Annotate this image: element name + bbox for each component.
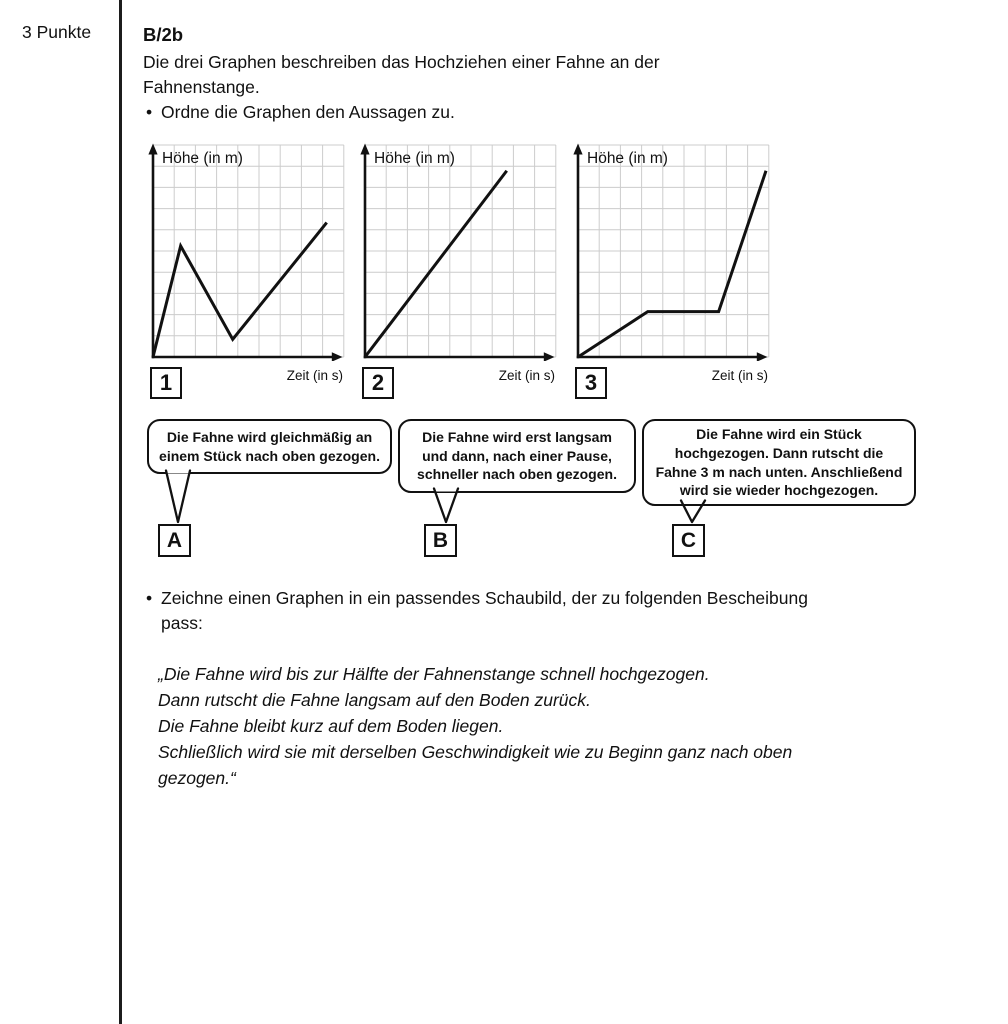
graph-block-2 [357,143,562,411]
graph-3-y-axis-label: Höhe (in m) [587,150,668,167]
statement-c-line-3: Fahne 3 m nach unten. Anschließend [655,463,903,480]
task2-bullet-line-2: pass: [161,613,203,633]
statement-c-line-2: hochgezogen. Dann rutscht die [674,444,884,461]
graph-3-x-axis-label: Zeit (in s) [711,368,768,383]
quote-line-5: gezogen.“ [158,768,236,788]
intro-line-1: Die drei Graphen beschreiben das Hochziehen einer Fahne an der [143,52,660,72]
statement-b-line-3: schneller nach oben gezogen. [417,466,617,483]
graph-1-y-axis-label: Höhe (in m) [162,150,243,167]
margin-separator-line [119,0,122,1024]
graph-2-x-axis-label: Zeit (in s) [498,368,555,383]
statement-c-line-4: wird sie wieder hochgezogen. [679,482,879,499]
graph-1-number-box: 1 [150,367,182,399]
statement-c-line-1: Die Fahne wird ein Stück [696,425,862,442]
task2-description-quote [158,661,792,791]
quote-line-2: Dann rutscht die Fahne langsam auf den Boden zurück. [158,690,591,710]
task2-bullet [145,586,808,636]
statement-a-line-1: Die Fahne wird gleichmäßig an [166,428,373,445]
graph-3-plot [570,143,775,361]
statement-a-line-2: einem Stück nach oben gezogen. [159,447,380,464]
task2-bullet-line-1: • Zeichne einen Graphen in ein passendes Schaubild, der zu folgenden Bescheibung [161,588,808,608]
graph-3-number-box: 3 [575,367,607,399]
intro-text [143,50,660,100]
graph-2-plot [357,143,562,361]
bubble-b-tail [430,487,464,527]
statement-bubble-c [642,419,916,506]
graph-block-3 [570,143,775,411]
task1-bullet [145,100,455,125]
graph-2-y-axis-label: Höhe (in m) [374,150,455,167]
bubble-a-tail [160,469,196,525]
statement-b-line-2: und dann, nach einer Pause, [422,447,612,464]
quote-line-1: „Die Fahne wird bis zur Hälfte der Fahnenstange schnell hochgezogen. [158,664,710,684]
answer-box-a: A [158,524,191,557]
graph-1-plot [145,143,350,361]
points-label: 3 Punkte [22,22,92,42]
task1-bullet-text: Ordne die Graphen den Aussagen zu. [161,102,455,122]
statement-bubble-b [398,419,636,493]
graph-block-1 [145,143,350,411]
graph-2-number-box: 2 [362,367,394,399]
section-title: B/2b [143,24,184,45]
statement-b-line-1: Die Fahne wird erst langsam [422,428,612,445]
intro-line-2: Fahnenstange. [143,77,260,97]
graph-1-x-axis-label: Zeit (in s) [286,368,343,383]
bubble-c-tail [676,499,710,527]
answer-box-b: B [424,524,457,557]
statement-bubble-a [147,419,392,474]
answer-box-c: C [672,524,705,557]
quote-line-4: Schließlich wird sie mit derselben Geschwindigkeit wie zu Beginn ganz nach oben [158,742,793,762]
quote-line-3: Die Fahne bleibt kurz auf dem Boden liegen. [158,716,504,736]
